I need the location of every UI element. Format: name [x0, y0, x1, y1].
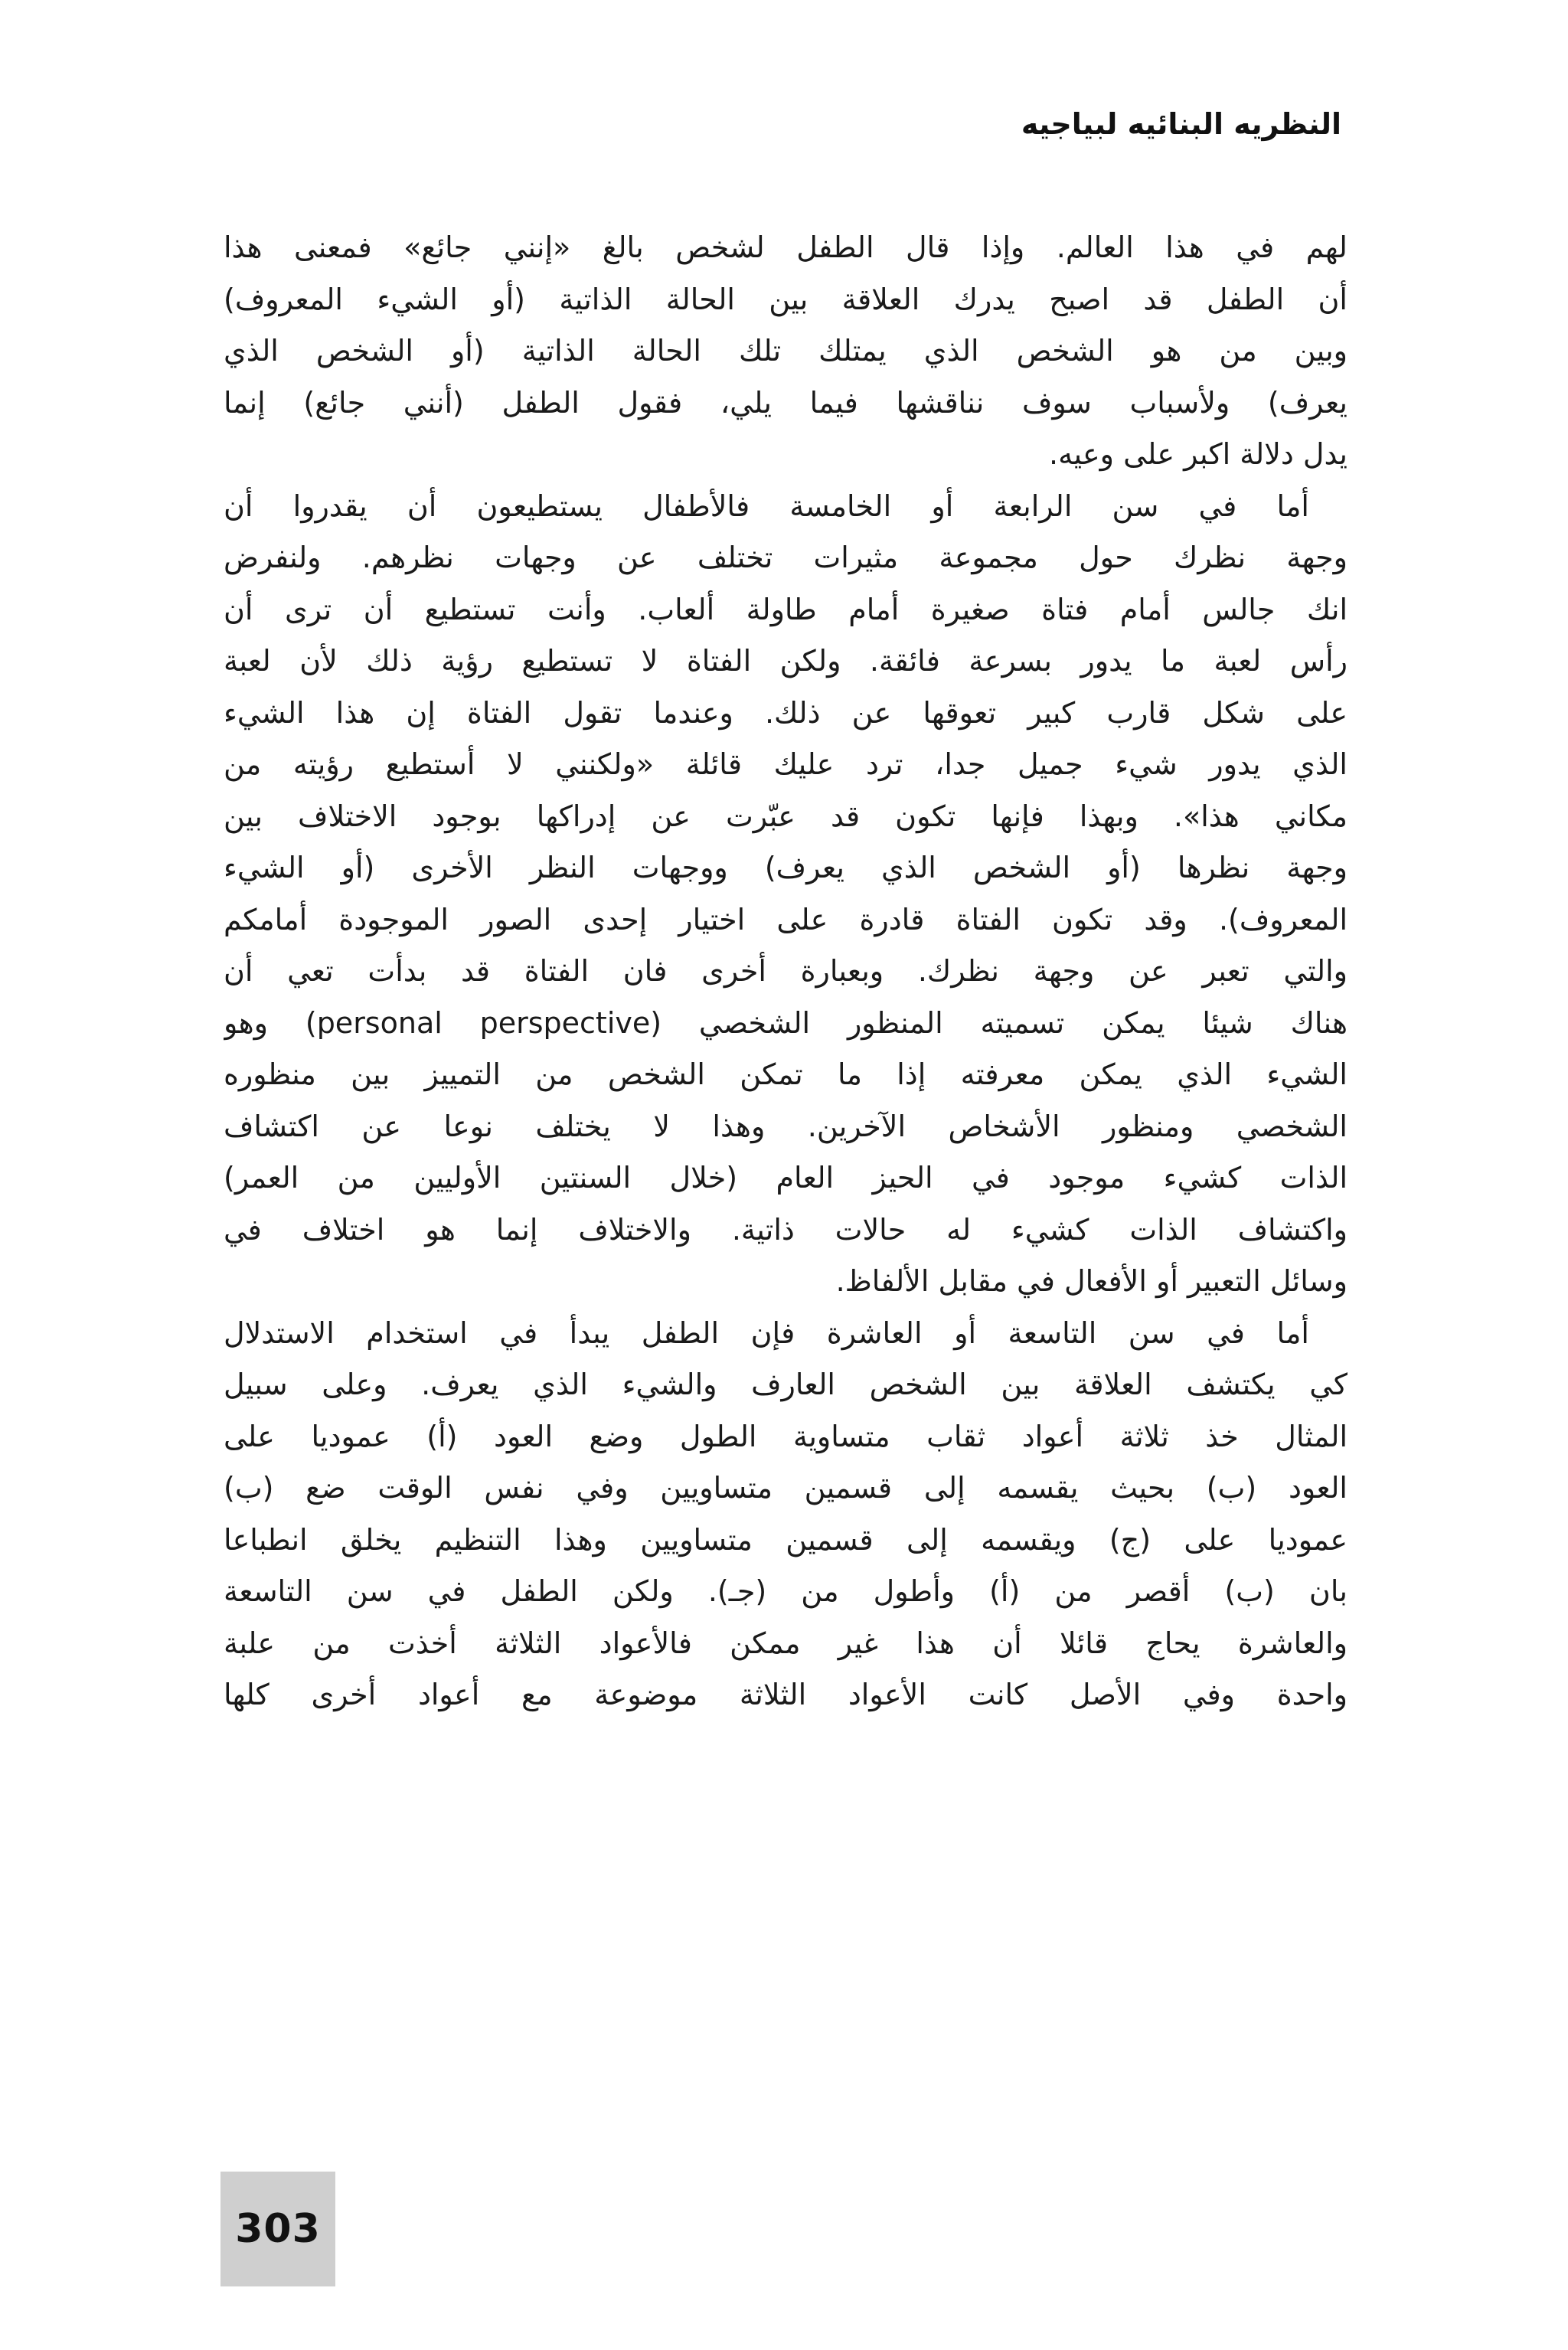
text-line: عموديا على (ج) ويقسمه إلى قسمين متساويين وهذا التنظيم يخلق انطباعا: [224, 1522, 1348, 1557]
text-line: مكاني هذا». وبهذا فإنها تكون قد عبّرت عن إدراكها بوجود الاختلاف بين: [224, 799, 1348, 833]
text-line: الذي يدور شيء جميل جدا، ترد عليك قائلة «ولكنني لا أستطيع رؤيته من: [224, 747, 1348, 781]
text-line: انك جالس أمام فتاة صغيرة أمام طاولة ألعاب. وأنت تستطيع أن ترى أن: [224, 592, 1348, 626]
text-line: على شكل قارب كبير تعوقها عن ذلك. وعندما تقول الفتاة إن هذا الشيء: [224, 695, 1348, 730]
text-line: رأس لعبة ما يدور بسرعة فائقة. ولكن الفتاة لا تستطيع رؤية ذلك لأن لعبة: [224, 644, 1348, 678]
paragraph-2: [224, 481, 1348, 1308]
paragraph-1: [224, 222, 1348, 481]
body-text: [224, 222, 1348, 1721]
text-line: هناك شيئا يمكن تسميته المنظور الشخصي (personal perspective) وهو: [224, 1005, 1348, 1040]
text-line: والتي تعبر عن وجهة نظرك. وبعبارة أخرى فان الفتاة قد بدأت تعي أن: [224, 954, 1348, 988]
text-line: الشخصي ومنظور الأشخاص الآخرين. وهذا لا يختلف نوعا عن اكتشاف: [224, 1109, 1348, 1143]
running-header-title: النظريه البنائيه لبياجيه: [1021, 107, 1341, 141]
text-line: المثال خذ ثلاثة أعواد ثقاب متساوية الطول وضع العود (أ) عموديا على: [224, 1419, 1348, 1453]
text-line: كي يكتشف العلاقة بين الشخص العارف والشيء الذي يعرف. وعلى سبيل: [224, 1368, 1348, 1401]
text-line: واحدة وفي الأصل كانت الأعواد الثلاثة موضوعة مع أعواد أخرى كلها: [224, 1678, 1348, 1711]
text-line: والعاشرة يحاج قائلا أن هذا غير ممكن فالأعواد الثلاثة أخذت من علبة: [224, 1626, 1348, 1660]
text-line: وجهة نظرك حول مجموعة مثيرات تختلف عن وجهات نظرهم. ولنفرض: [224, 541, 1348, 574]
text-line: وسائل التعبير أو الأفعال في مقابل الألفاظ.: [835, 1264, 1348, 1298]
text-line: واكتشاف الذات كشيء له حالات ذاتية. والاختلاف إنما هو اختلاف في: [224, 1212, 1348, 1247]
page-number: 303: [235, 2206, 321, 2252]
text-line: الشيء الذي يمكن معرفته إذا ما تمكن الشخص من التمييز بين منظوره: [224, 1057, 1348, 1091]
text-line: الذات كشيء موجود في الحيز العام (خلال السنتين الأوليين من العمر): [224, 1161, 1348, 1195]
text-line: يدل دلالة اكبر على وعيه.: [1049, 437, 1348, 471]
text-line: أن الطفل قد اصبح يدرك العلاقة بين الحالة الذاتية (أو الشيء المعروف): [224, 282, 1348, 316]
text-line: المعروف). وقد تكون الفتاة قادرة على اختيار إحدى الصور الموجودة أمامكم: [224, 902, 1348, 936]
text-line: أما في سن التاسعة أو العاشرة فإن الطفل يبدأ في استخدام الاستدلال: [224, 1316, 1309, 1350]
paragraph-3: [224, 1308, 1348, 1721]
text-line: بان (ب) أقصر من (أ) وأطول من (جـ). ولكن الطفل في سن التاسعة: [224, 1574, 1348, 1608]
text-line: العود (ب) بحيث يقسمه إلى قسمين متساويين وفي نفس الوقت ضع (ب): [224, 1471, 1348, 1505]
page-number-box: [220, 2172, 335, 2286]
text-line: وجهة نظرها (أو الشخص الذي يعرف) ووجهات النظر الأخرى (أو الشيء: [224, 851, 1348, 884]
text-line: لهم في هذا العالم. وإذا قال الطفل لشخص بالغ «إنني جائع» فمعنى هذا: [224, 230, 1348, 264]
text-line: أما في سن الرابعة أو الخامسة فالأطفال يستطيعون أن يقدروا أن: [224, 489, 1309, 523]
text-line: وبين من هو الشخص الذي يمتلك تلك الحالة الذاتية (أو الشخص الذي: [224, 334, 1348, 368]
text-line: يعرف) ولأسباب سوف نناقشها فيما يلي، فقول الطفل (أنني جائع) إنما: [224, 385, 1348, 420]
